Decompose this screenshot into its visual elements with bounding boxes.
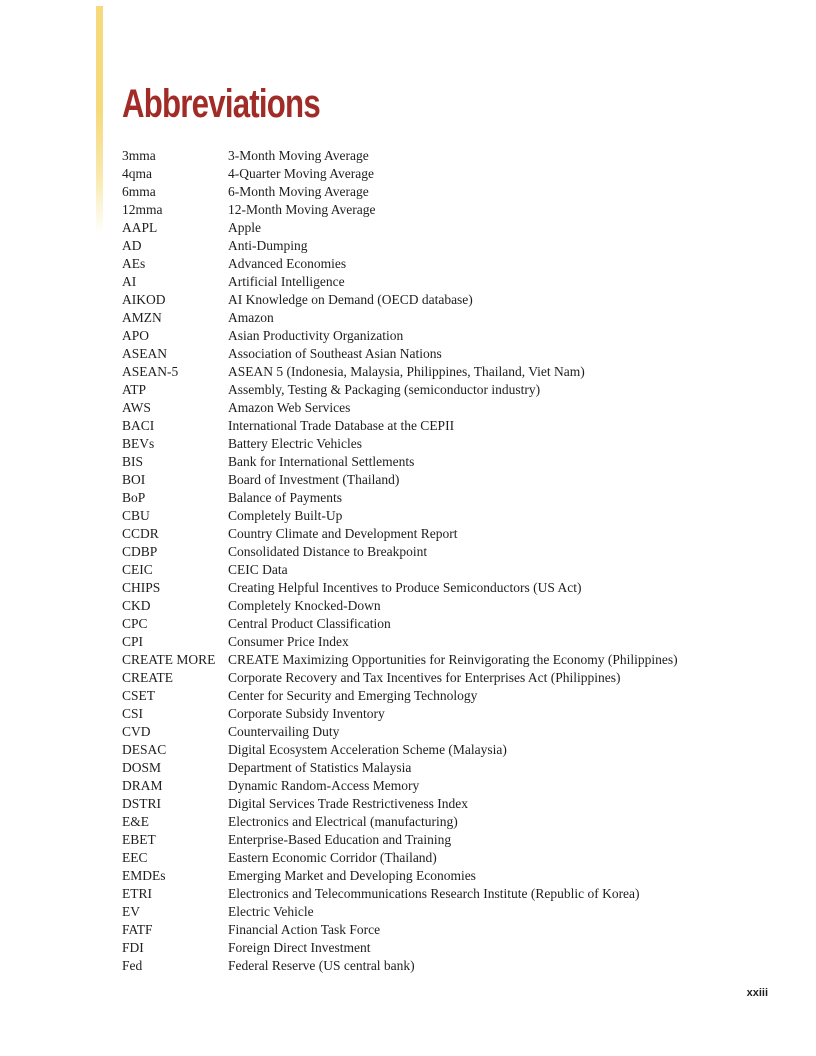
abbreviation-term: DESAC (122, 742, 167, 757)
abbreviation-term: EEC (122, 850, 148, 865)
abbreviation-row (122, 165, 697, 183)
abbreviation-row (122, 633, 697, 651)
abbreviation-term: DRAM (122, 778, 163, 793)
abbreviation-row (122, 183, 697, 201)
abbreviation-row (122, 471, 697, 489)
abbreviation-definition: Electronics and Electrical (manufacturing) (228, 814, 458, 829)
abbreviation-term: CREATE MORE (122, 652, 216, 667)
abbreviation-term: CCDR (122, 526, 159, 541)
abbreviation-definition: Anti-Dumping (228, 238, 308, 253)
abbreviation-term: ASEAN (122, 346, 168, 361)
abbreviation-definition: Consolidated Distance to Breakpoint (228, 544, 428, 559)
abbreviation-term: BIS (122, 454, 144, 469)
abbreviation-row (122, 237, 697, 255)
abbreviation-row (122, 939, 697, 957)
abbreviation-definition: 12-Month Moving Average (228, 202, 376, 217)
abbreviation-term: 4qma (122, 166, 152, 181)
abbreviation-term: CPI (122, 634, 144, 649)
abbreviation-term: DSTRI (122, 796, 162, 811)
abbreviation-row (122, 507, 697, 525)
abbreviation-definition: Enterprise-Based Education and Training (228, 832, 452, 847)
abbreviation-term: 12mma (122, 202, 163, 217)
abbreviation-definition: Countervailing Duty (228, 724, 340, 739)
abbreviation-term: AAPL (122, 220, 158, 235)
abbreviation-term: 3mma (122, 148, 156, 163)
abbreviation-definition: Digital Services Trade Restrictiveness Index (228, 796, 468, 811)
abbreviation-term: BEVs (122, 436, 155, 451)
abbreviation-term: CVD (122, 724, 151, 739)
abbreviation-definition: 4-Quarter Moving Average (228, 166, 374, 181)
abbreviation-row (122, 255, 697, 273)
abbreviation-definition: Federal Reserve (US central bank) (228, 958, 415, 973)
abbreviation-definition: Artificial Intelligence (228, 274, 345, 289)
abbreviation-definition: Dynamic Random-Access Memory (228, 778, 420, 793)
abbreviation-row (122, 795, 697, 813)
abbreviation-row (122, 885, 697, 903)
abbreviation-row (122, 417, 697, 435)
abbreviation-term: EV (122, 904, 140, 919)
abbreviation-term: CHIPS (122, 580, 161, 595)
abbreviation-term: AMZN (122, 310, 162, 325)
abbreviation-definition: 3-Month Moving Average (228, 148, 369, 163)
abbreviation-definition: CEIC Data (228, 562, 288, 577)
abbreviation-definition: Board of Investment (Thailand) (228, 472, 400, 487)
abbreviation-row (122, 741, 697, 759)
abbreviation-row (122, 687, 697, 705)
abbreviation-definition: Advanced Economies (228, 256, 347, 271)
abbreviation-row (122, 579, 697, 597)
abbreviation-row (122, 957, 697, 975)
abbreviation-definition: Financial Action Task Force (228, 922, 381, 937)
abbreviation-definition: Corporate Recovery and Tax Incentives for Enterprises Act (Philippines) (228, 670, 621, 685)
abbreviation-term: AWS (122, 400, 151, 415)
abbreviation-row (122, 597, 697, 615)
abbreviation-list (122, 147, 697, 975)
abbreviation-definition: 6-Month Moving Average (228, 184, 369, 199)
abbreviation-row (122, 381, 697, 399)
abbreviation-row (122, 363, 697, 381)
abbreviation-definition: Bank for International Settlements (228, 454, 415, 469)
abbreviation-row (122, 219, 697, 237)
abbreviation-row (122, 921, 697, 939)
abbreviation-term: CEIC (122, 562, 153, 577)
abbreviation-definition: Completely Built-Up (228, 508, 343, 523)
abbreviation-term: AD (122, 238, 142, 253)
abbreviation-row (122, 561, 697, 579)
abbreviation-term: 6mma (122, 184, 156, 199)
abbreviation-definition: Country Climate and Development Report (228, 526, 458, 541)
abbreviation-definition: Electric Vehicle (228, 904, 314, 919)
abbreviation-definition: Center for Security and Emerging Technology (228, 688, 478, 703)
abbreviation-term: ASEAN-5 (122, 364, 179, 379)
abbreviation-term: DOSM (122, 760, 162, 775)
abbreviation-definition: Emerging Market and Developing Economies (228, 868, 476, 883)
abbreviation-row (122, 651, 697, 669)
abbreviation-definition: Amazon Web Services (228, 400, 351, 415)
abbreviation-term: CKD (122, 598, 151, 613)
abbreviation-term: CPC (122, 616, 148, 631)
abbreviation-row (122, 759, 697, 777)
abbreviation-term: FDI (122, 940, 144, 955)
abbreviation-row (122, 489, 697, 507)
abbreviation-row (122, 615, 697, 633)
abbreviation-definition: Association of Southeast Asian Nations (228, 346, 442, 361)
abbreviation-term: AEs (122, 256, 146, 271)
abbreviation-term: AIKOD (122, 292, 166, 307)
abbreviation-term: AI (122, 274, 137, 289)
abbreviation-term: CSET (122, 688, 156, 703)
abbreviation-definition: Foreign Direct Investment (228, 940, 371, 955)
accent-stripe (96, 6, 103, 234)
abbreviation-row (122, 849, 697, 867)
abbreviation-row (122, 867, 697, 885)
abbreviation-term: CDBP (122, 544, 158, 559)
abbreviation-definition: Apple (228, 220, 261, 235)
abbreviation-definition: Central Product Classification (228, 616, 391, 631)
abbreviation-term: BOI (122, 472, 146, 487)
abbreviation-row (122, 669, 697, 687)
abbreviation-term: EBET (122, 832, 156, 847)
abbreviation-row (122, 777, 697, 795)
abbreviation-term: BoP (122, 490, 146, 505)
abbreviation-term: APO (122, 328, 150, 343)
abbreviation-definition: Consumer Price Index (228, 634, 349, 649)
abbreviation-definition: Corporate Subsidy Inventory (228, 706, 385, 721)
abbreviation-definition: Asian Productivity Organization (228, 328, 404, 343)
abbreviation-row (122, 345, 697, 363)
abbreviation-definition: International Trade Database at the CEPII (228, 418, 455, 433)
abbreviation-row (122, 723, 697, 741)
abbreviation-definition: Completely Knocked-Down (228, 598, 381, 613)
abbreviation-row (122, 309, 697, 327)
abbreviation-definition: Department of Statistics Malaysia (228, 760, 412, 775)
abbreviation-row (122, 543, 697, 561)
abbreviation-row (122, 291, 697, 309)
abbreviation-definition: Digital Ecosystem Acceleration Scheme (Malaysia) (228, 742, 507, 757)
abbreviation-term: E&E (122, 814, 149, 829)
abbreviation-row (122, 705, 697, 723)
abbreviation-row (122, 399, 697, 417)
page-title: Abbreviations (122, 82, 320, 126)
abbreviation-term: BACI (122, 418, 155, 433)
abbreviation-term: CSI (122, 706, 144, 721)
abbreviation-definition: Eastern Economic Corridor (Thailand) (228, 850, 437, 865)
abbreviation-term: Fed (122, 958, 143, 973)
abbreviation-definition: Battery Electric Vehicles (228, 436, 362, 451)
abbreviation-definition: AI Knowledge on Demand (OECD database) (228, 292, 473, 307)
abbreviation-definition: Amazon (228, 310, 274, 325)
abbreviation-term: EMDEs (122, 868, 166, 883)
abbreviation-definition: Balance of Payments (228, 490, 342, 505)
abbreviation-row (122, 327, 697, 345)
abbreviation-definition: ASEAN 5 (Indonesia, Malaysia, Philippines, Thailand, Viet Nam) (228, 364, 585, 379)
abbreviation-definition: Electronics and Telecommunications Research Institute (Republic of Korea) (228, 886, 640, 901)
abbreviation-row (122, 831, 697, 849)
abbreviation-term: FATF (122, 922, 153, 937)
abbreviation-term: ATP (122, 382, 147, 397)
abbreviation-term: ETRI (122, 886, 152, 901)
abbreviation-row (122, 147, 697, 165)
abbreviation-row (122, 813, 697, 831)
abbreviation-row (122, 273, 697, 291)
abbreviation-row (122, 525, 697, 543)
abbreviation-row (122, 435, 697, 453)
abbreviation-term: CBU (122, 508, 150, 523)
page-number: xxiii (746, 987, 768, 999)
abbreviation-row (122, 903, 697, 921)
abbreviation-row (122, 453, 697, 471)
abbreviation-term: CREATE (122, 670, 174, 685)
abbreviation-definition: CREATE Maximizing Opportunities for Reinvigorating the Economy (Philippines) (228, 652, 678, 667)
abbreviation-row (122, 201, 697, 219)
abbreviation-definition: Creating Helpful Incentives to Produce Semiconductors (US Act) (228, 580, 582, 595)
abbreviation-definition: Assembly, Testing & Packaging (semiconductor industry) (228, 382, 541, 397)
